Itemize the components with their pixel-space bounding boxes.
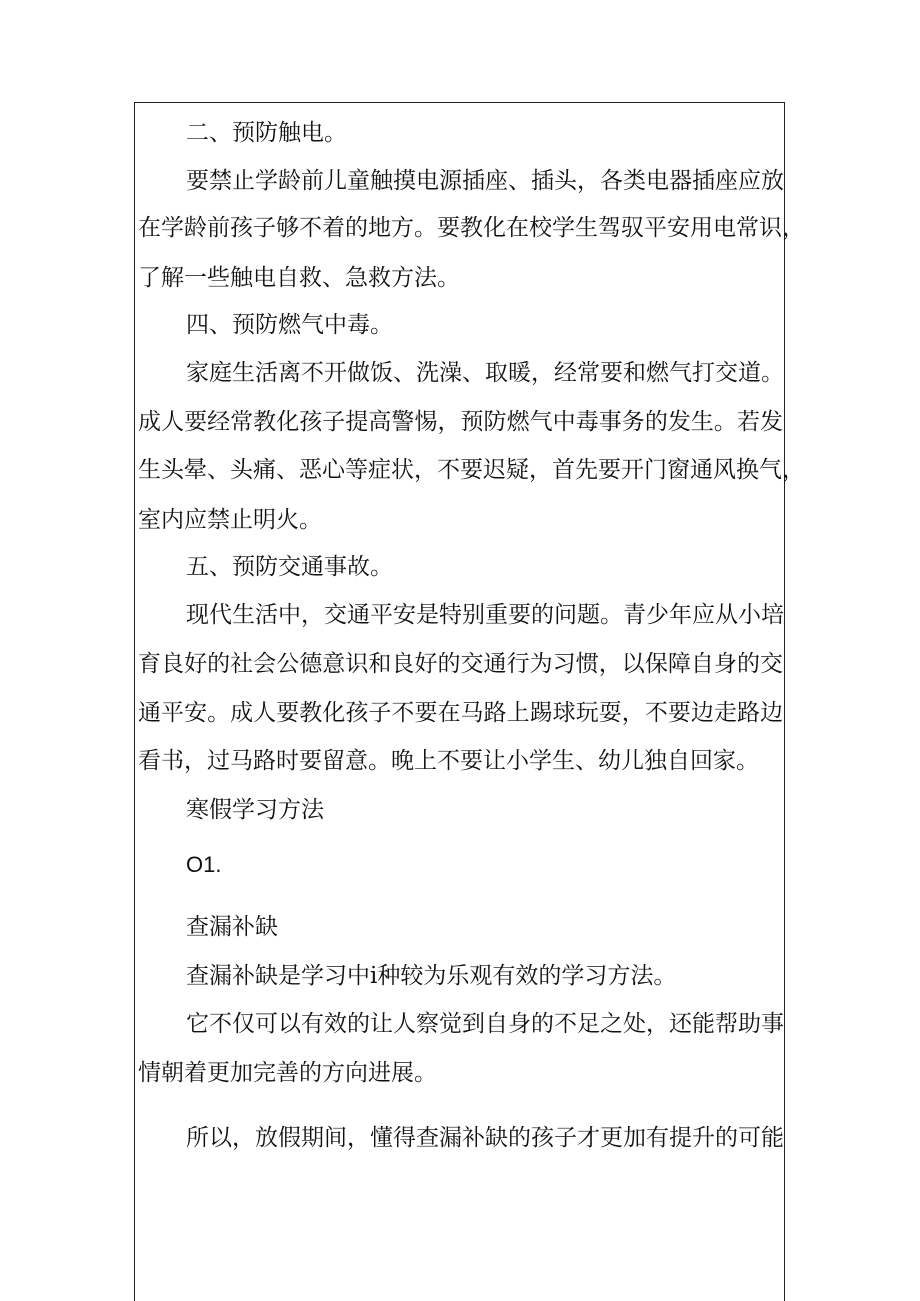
paragraph-line: 育良好的社会公德意识和良好的交通行为习惯，以保障自身的交 [138,651,783,677]
paragraph-line: 生头晕、头痛、恶心等症状，不要迟疑，首先要开门窗通风换气， [138,457,805,483]
paragraph-line: 要禁止学龄前儿童触摸电源插座、插头，各类电器插座应放 [186,168,784,194]
paragraph-line: 现代生活中，交通平安是特别重要的问题。青少年应从小培 [186,602,784,628]
section-heading-traffic: 五、预防交通事故。 [186,554,393,580]
paragraph-line: 家庭生活离不开做饭、洗澡、取暖，经常要和燃气打交道。 [186,360,784,386]
paragraph-line: 室内应禁止明火。 [138,507,322,533]
paragraph-line: 情朝着更加完善的方向进展。 [138,1060,437,1086]
paragraph-line: 通平安。成人要教化孩子不要在马路上踢球玩耍，不要边走路边 [138,700,783,726]
paragraph-line: 看书，过马路时要留意。晚上不要让小学生、幼儿独自回家。 [138,748,759,774]
paragraph-line: 查漏补缺是学习中i种较为乐观有效的学习方法。 [186,963,677,989]
paragraph-line: 在学龄前孩子够不着的地方。要教化在校学生驾驭平安用电常识， [138,215,805,241]
section-heading-electric: 二、预防触电。 [186,120,347,146]
section-number: O1. [186,852,222,877]
paragraph-line: 它不仅可以有效的让人察觉到自身的不足之处，还能帮助事 [186,1011,784,1037]
paragraph-line: 所以，放假期间，懂得查漏补缺的孩子才更加有提升的可能 [186,1125,784,1151]
section-heading-gas: 四、预防燃气中毒。 [186,312,393,338]
paragraph-line: 成人要经常教化孩子提高警惕，预防燃气中毒事务的发生。若发 [138,409,783,435]
subsection-heading: 查漏补缺 [186,914,278,940]
section-heading-study: 寒假学习方法 [186,797,324,823]
paragraph-line: 了解一些触电自救、急救方法。 [138,265,460,291]
